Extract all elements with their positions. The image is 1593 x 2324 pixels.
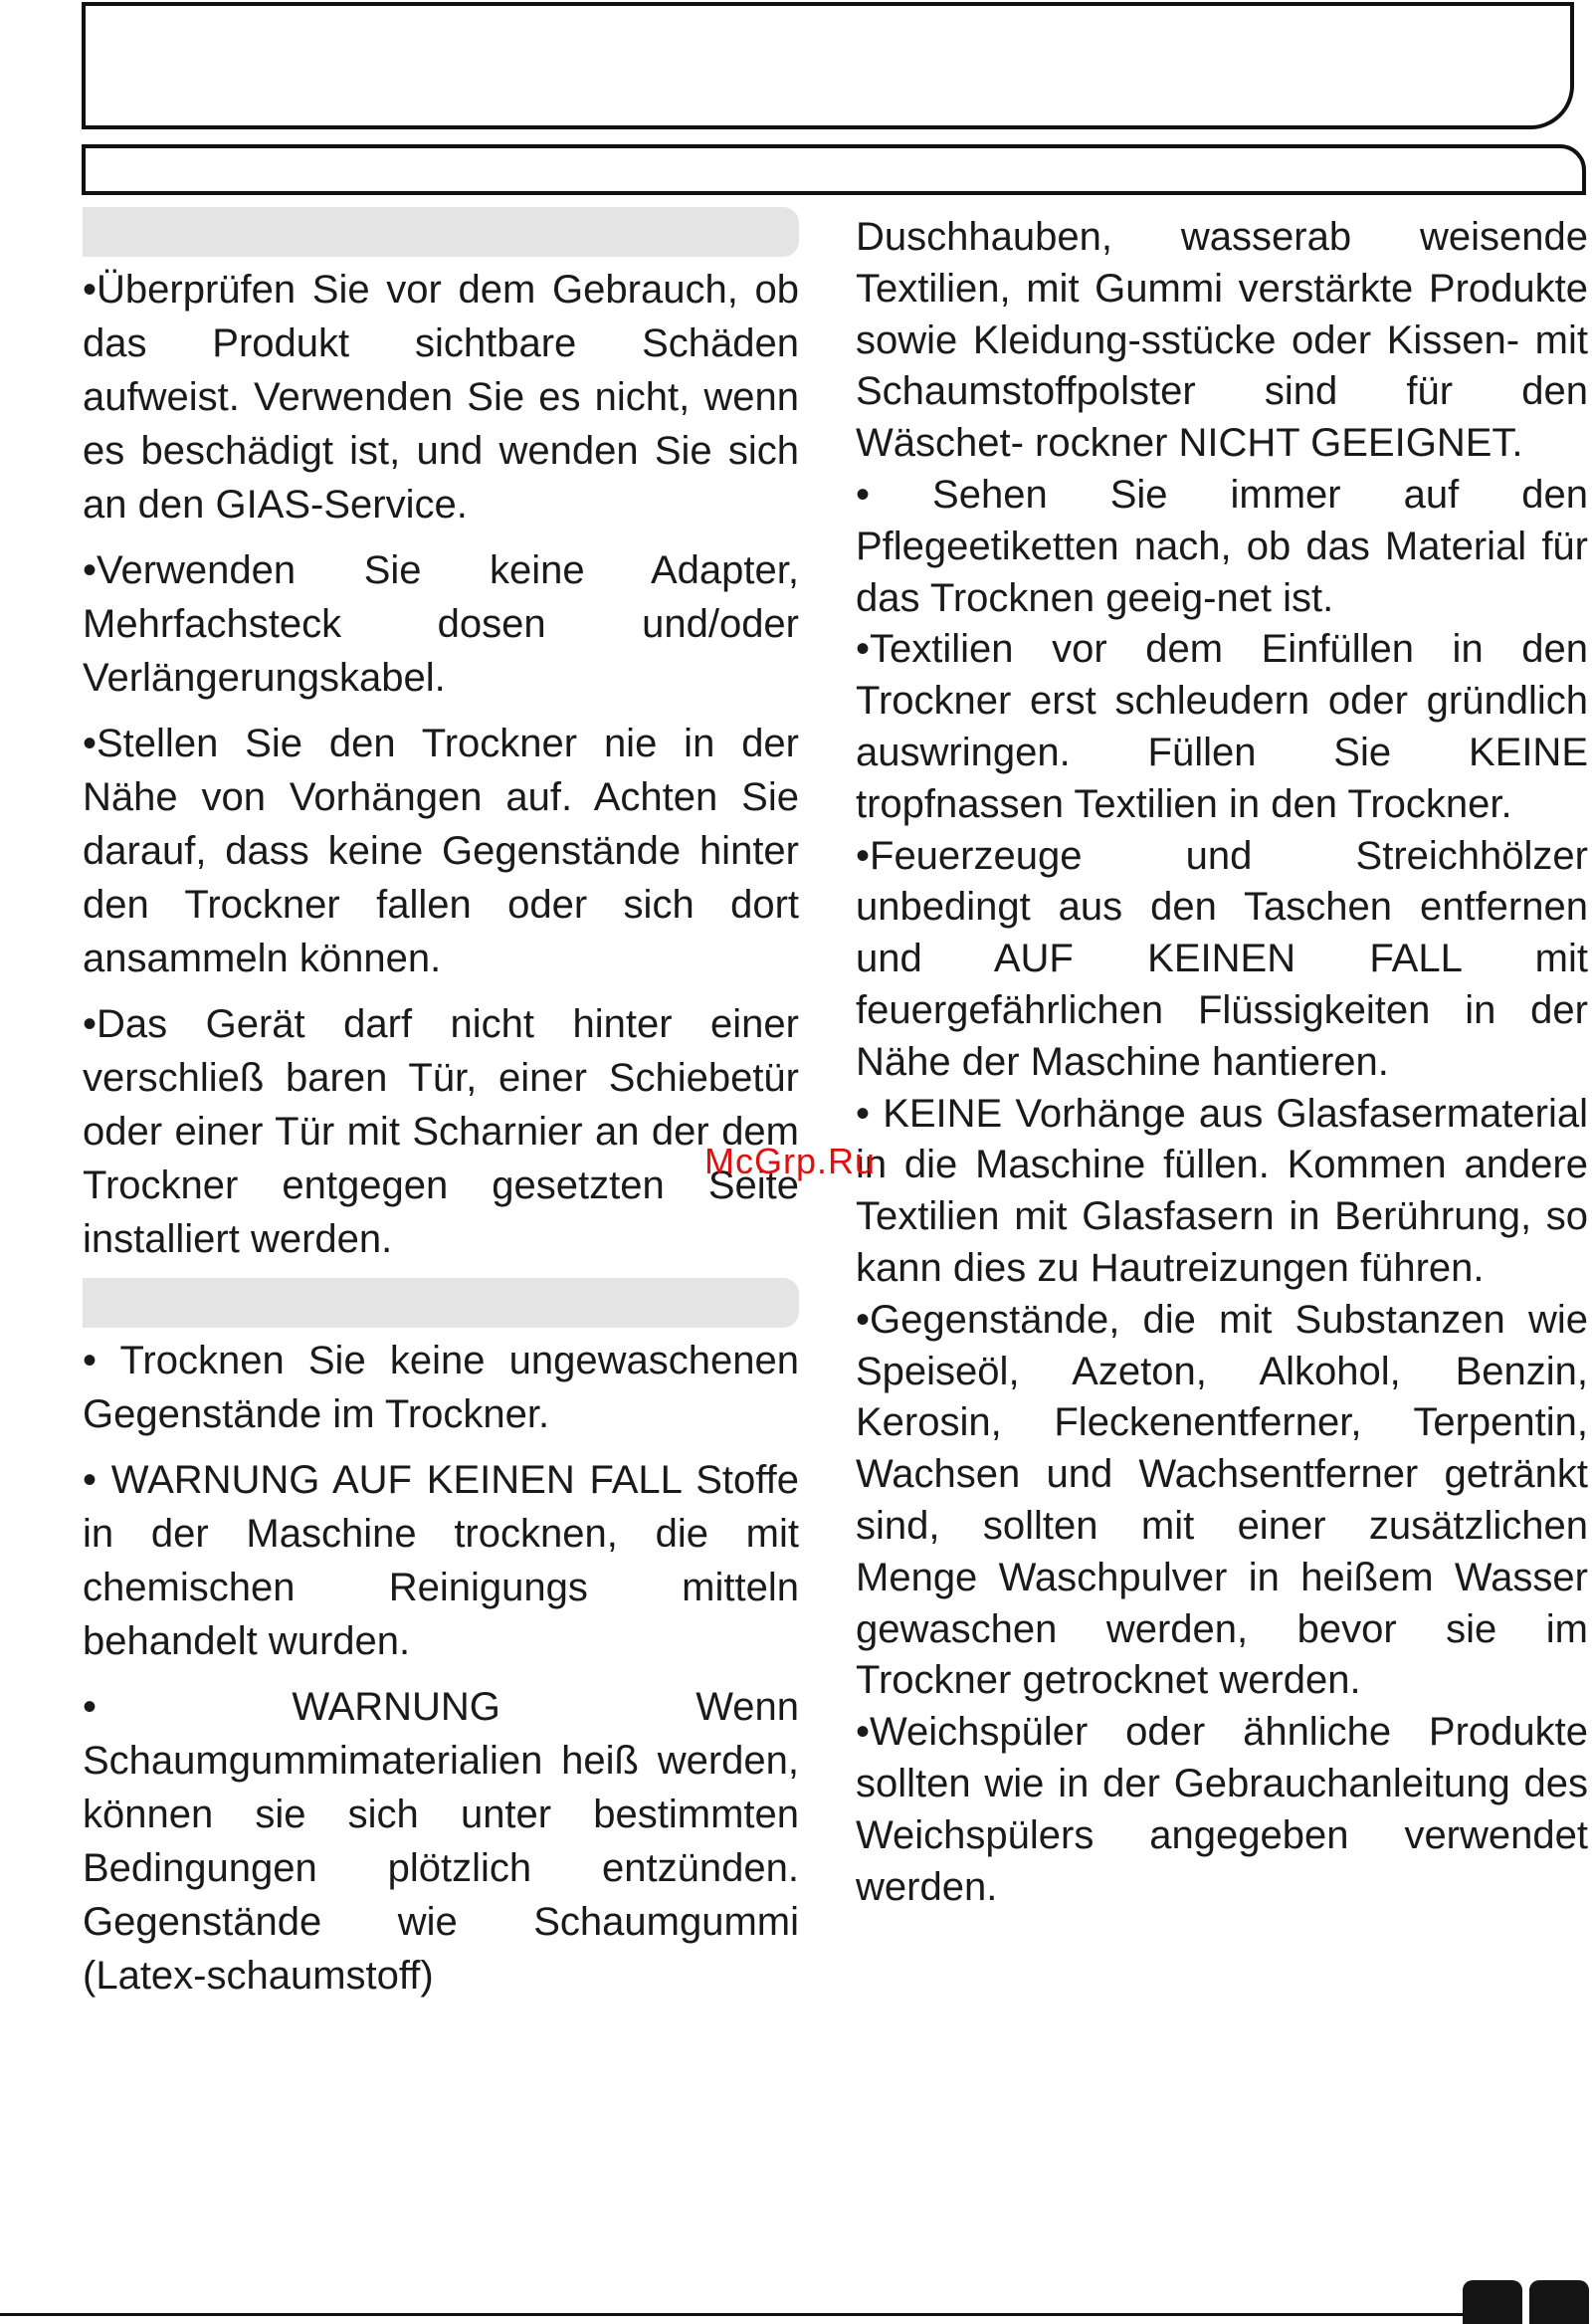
header-title-box bbox=[82, 2, 1574, 129]
paragraph-chemical-warning: • WARNUNG AUF KEINEN FALL Stoffe in der Maschine trocknen, die mit chemischen Reinigungs mitteln behandelt wurden. bbox=[83, 1458, 799, 1663]
paragraph-foam-rubber-warning: • WARNUNG Wenn Schaumgummimaterialien heiß werden, können sie sich unter bestimmten Bedingungen plötzlich entzünden. Gegenstände wie Schaumgummi (Latex-schaumstoff) bbox=[83, 1685, 799, 1998]
paragraph-curtain-warning: •Stellen Sie den Trockner nie in der Nähe von Vorhängen auf. Achten Sie darauf, dass keine Gegenstände hinter den Trockner fallen oder sich dort ansammeln können. bbox=[83, 722, 799, 980]
page-number-block bbox=[1463, 2280, 1522, 2324]
paragraph-lighters-matches: •Feuerzeuge und Streichhölzer unbedingt aus den Taschen entfernen und AUF KEINEN FALL mit feuergefährlichen Flüssigkeiten in der Nähe der Maschine hantieren. bbox=[856, 833, 1588, 1084]
paragraph-spin-before-drying: •Textilien vor dem Einfüllen in den Trockner erst schleudern oder gründlich auswringen. Füllen Sie KEINE tropfnassen Textilien in den Trockner. bbox=[856, 627, 1588, 826]
paragraph-unsuitable-items: Duschhauben, wasserab weisende Textilien, mit Gummi verstärkte Produkte sowie Kleidung-sstücke oder Kissen- mit Schaumstoffpolster sind für den Wäschet- rockner NICHT GEEIGNET. bbox=[856, 215, 1588, 466]
right-column bbox=[856, 212, 1588, 1913]
watermark: McGrp.Ru bbox=[704, 1141, 877, 1181]
bottom-rule bbox=[0, 2313, 1463, 2316]
paragraph-glass-fiber: • KEINE Vorhänge aus Glasfasermaterial in die Maschine füllen. Kommen andere Textilien mit Glasfasern in Berührung, so kann dies zu Hautreizungen führen. bbox=[856, 1091, 1588, 1290]
left-column bbox=[83, 207, 799, 2014]
section-heading-bar bbox=[83, 207, 799, 257]
paragraph-product-check: •Überprüfen Sie vor dem Gebrauch, ob das Produkt sichtbare Schäden aufweist. Verwenden Sie es nicht, wenn es beschädigt ist, und wenden Sie sich an den GIAS-Service. bbox=[83, 268, 799, 527]
header-subtitle-bar bbox=[82, 144, 1586, 195]
paragraph-unwashed-items: • Trocknen Sie keine ungewaschenen Gegenstände im Trockner. bbox=[83, 1339, 799, 1436]
page-number-block bbox=[1529, 2280, 1589, 2324]
section-heading-bar bbox=[83, 1278, 799, 1328]
paragraph-oil-substances: •Gegenstände, die mit Substanzen wie Speiseöl, Azeton, Alkohol, Benzin, Kerosin, Fleckenentferner, Terpentin, Wachsen und Wachsentferner getränkt sind, sollten mit einer zusätzlichen Menge Waschpulver in heißem Wasser gewaschen werden, bevor sie im Trockner getrocknet werden. bbox=[856, 1297, 1588, 1703]
paragraph-door-warning: •Das Gerät darf nicht hinter einer verschließ baren Tür, einer Schiebetür oder einer Tür mit Scharnier an der dem Trockner entgegen gesetzten Seite installiert werden. bbox=[83, 1002, 799, 1261]
paragraph-fabric-softener: •Weichspüler oder ähnliche Produkte sollten wie in der Gebrauchanleitung des Weichspülers angegeben verwendet werden. bbox=[856, 1710, 1588, 1909]
paragraph-adapter-warning: •Verwenden Sie keine Adapter, Mehrfachsteck dosen und/oder Verlängerungskabel. bbox=[83, 548, 799, 700]
paragraph-care-labels: • Sehen Sie immer auf den Pflegeetiketten nach, ob das Material für das Trocknen geeig-net ist. bbox=[856, 472, 1588, 620]
